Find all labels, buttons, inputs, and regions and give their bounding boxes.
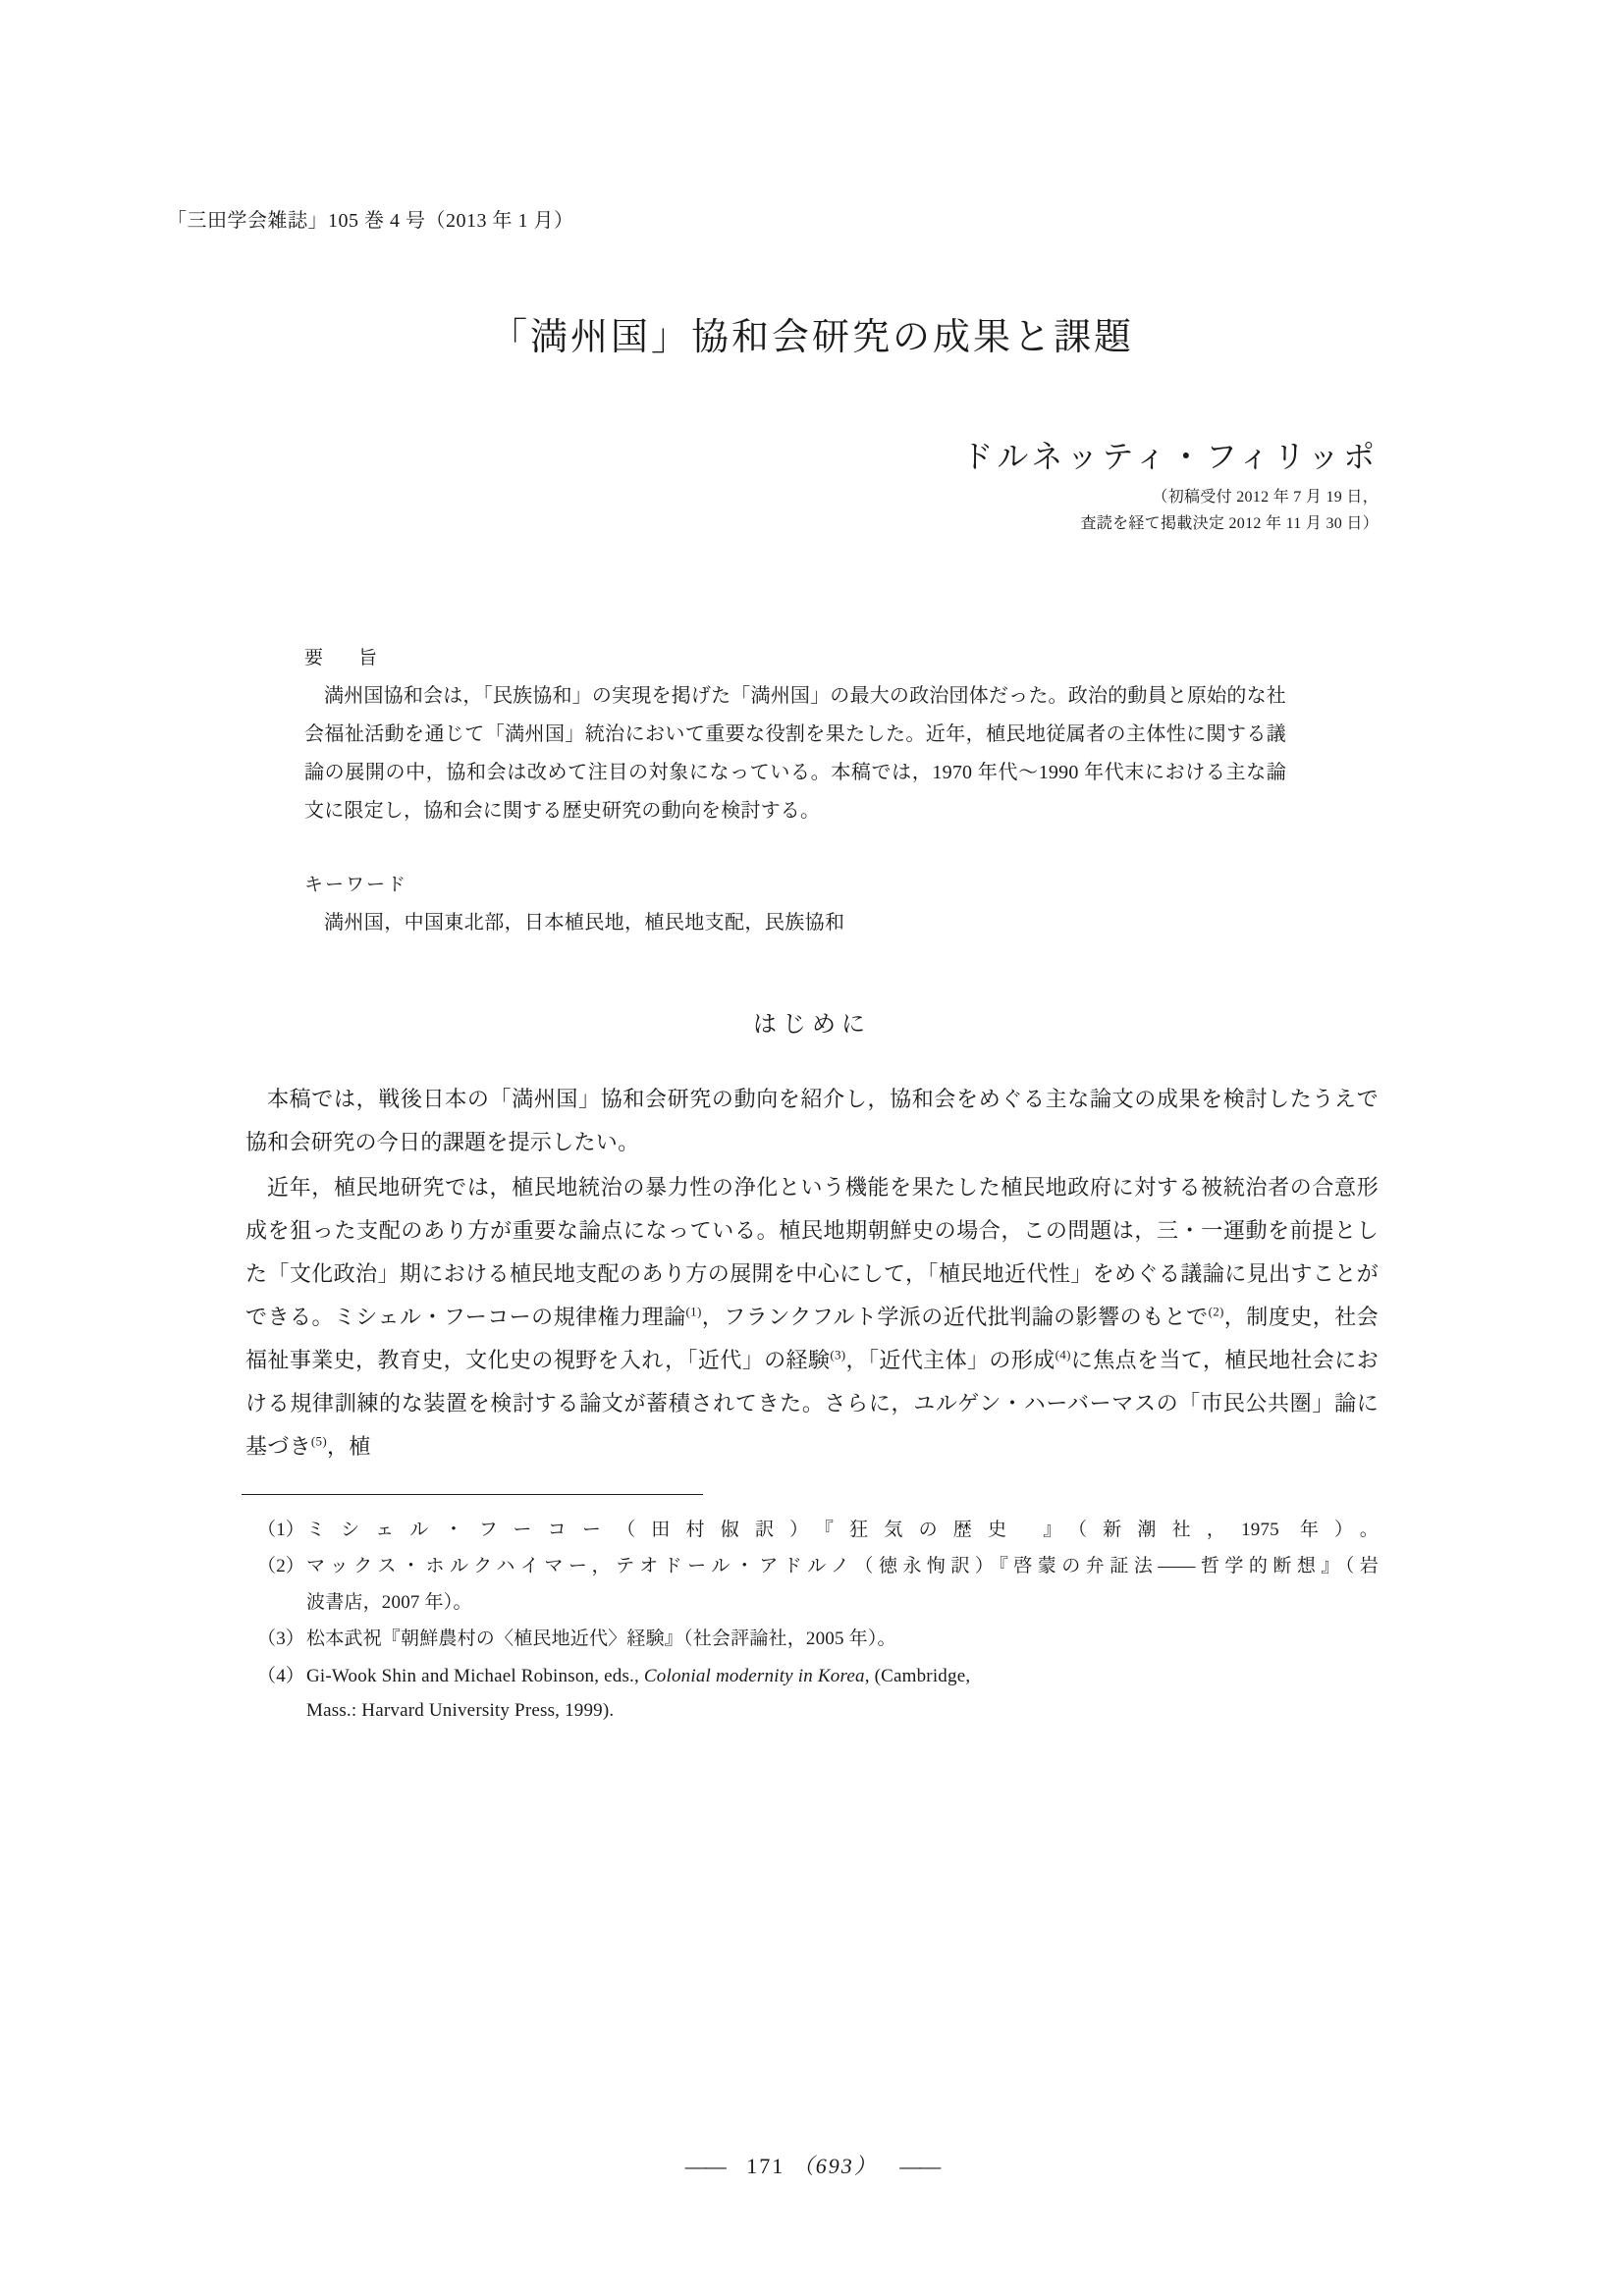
page-number-paren: （693）	[791, 2154, 878, 2178]
abstract-label	[304, 643, 1286, 669]
footnote-ref-1[interactable]: (1)	[685, 1304, 702, 1319]
para2-run-b: ，フランクフルト学派の近代批判論の影響のもとで	[701, 1304, 1209, 1329]
footnote-divider	[242, 1494, 703, 1495]
body-paragraph-2	[245, 1166, 1379, 1468]
footnote-number-blank	[245, 1585, 306, 1620]
footnote-text-4-line1	[306, 1659, 1379, 1693]
page-footer	[0, 2150, 1624, 2180]
abstract-body: 満州国協和会は，「民族協和」の実現を掲げた「満州国」の最大の政治団体だった。政治的動員と原始的な社会福祉活動を通じて「満州国」統治において重要な役割を果たした。近年，植民地従属者の主体性に関する議論の展開の中，協和会は改めて注目の対象になっている。本稿では，1970 年代〜1990 年代末における主な論文に限定し，協和会に関する歴史研究の動向を検討する。	[304, 684, 1286, 822]
footnote-text-2-cont: 波書店，2007 年）。	[306, 1592, 472, 1614]
footnotes-list	[245, 1513, 1379, 1728]
footnote-number-3: （3）	[257, 1629, 305, 1650]
page-title: 「満州国」協和会研究の成果と課題	[489, 317, 1134, 358]
abstract-section	[304, 643, 1286, 830]
footnote-number-2: （2）	[257, 1556, 305, 1577]
received-date-line-1: （初稿受付 2012 年 7 月 19 日，	[1152, 488, 1379, 506]
footnote-ref-5[interactable]: (5)	[310, 1433, 327, 1449]
received-date-line-2: 査読を経て掲載決定 2012 年 11 月 30 日）	[1080, 514, 1379, 532]
footnote-ref-3[interactable]: (3)	[830, 1347, 846, 1362]
fn4-tail: , (Cambridge,	[864, 1665, 971, 1686]
footnote-text-3: 松本武祝『朝鮮農村の〈植民地近代〉経験』（社会評論社，2005 年）。	[306, 1629, 896, 1650]
para2-run-a: 近年，植民地研究では，植民地統治の暴力性の浄化という機能を果たした植民地政府に対する被統治者の合意形成を狙った支配のあり方が重要な論点になっている。植民地期朝鮮史の場合，この問題は，三・一運動を前提とした「文化政治」期における植民地支配のあり方の展開を中心にして，「植民地近代性」をめぐる議論に見出すことができる。ミシェル・フーコーの規律権力理論	[245, 1174, 1379, 1329]
footnote-number-4: （4）	[257, 1665, 305, 1686]
para2-run-e: に焦点を当て，植民地社会における規律訓練的な装置を検討する論文が蓄積されてきた。さらに，ユルゲン・ハーバーマスの「市民公共圏」論に基づき	[245, 1347, 1379, 1459]
fn4-title-italic: Colonial modernity in Korea	[643, 1665, 865, 1686]
journal-issue-line: 「三田学会雑誌」105 巻 4 号（2013 年 1 月）	[167, 210, 574, 232]
footnote-text-4	[306, 1659, 1379, 1728]
para2-run-c: ，制度史，社会福祉事業史，教育史，文化史の視野を入れ，「近代」の経験	[245, 1304, 1379, 1372]
footnote-item-1	[245, 1513, 1379, 1547]
abstract-label-sub: 旨	[358, 647, 380, 668]
para2-run-d: ，「近代主体」の形成	[845, 1347, 1056, 1372]
author-name: ドルネッティ・フィリッポ	[961, 439, 1379, 474]
keywords-section	[304, 870, 1286, 941]
page-number: 171	[746, 2154, 785, 2178]
section-heading-introduction: はじめに	[753, 1011, 871, 1038]
keywords-body: 満州国，中国東北部，日本植民地，植民地支配，民族協和	[324, 911, 845, 934]
footer-dash-left: ——	[684, 2154, 725, 2178]
abstract-label-main: 要	[304, 647, 326, 668]
footnote-text-1: ミシェル・フーコー（田村俶訳）『狂気の歴史 』（新潮社，1975 年）。	[306, 1519, 1379, 1540]
keywords-label: キーワード	[304, 874, 408, 895]
para2-run-f: ，植	[326, 1433, 371, 1459]
footnote-item-2-cont	[245, 1585, 1379, 1620]
footnote-item-3	[245, 1622, 1379, 1656]
footnote-ref-4[interactable]: (4)	[1055, 1347, 1071, 1362]
author-block	[245, 437, 1379, 537]
body-paragraph-1: 本稿では，戦後日本の「満州国」協和会研究の動向を紹介し，協和会をめぐる主な論文の成果を検討したうえで協和会研究の今日的課題を提示したい。	[245, 1086, 1379, 1154]
footnote-text-4-line2: Mass.: Harvard University Press, 1999).	[306, 1699, 615, 1721]
footnote-text-2: マックス・ホルクハイマー，テオドール・アドルノ（徳永恂訳）『啓蒙の弁証法——哲学的断想』（岩	[306, 1556, 1379, 1577]
fn4-lead: Gi-Wook Shin and Michael Robinson, eds.,	[306, 1665, 644, 1686]
footnote-number-1: （1）	[257, 1519, 305, 1540]
footnote-ref-2[interactable]: (2)	[1208, 1304, 1224, 1319]
footnote-item-4	[245, 1659, 1379, 1728]
footer-dash-right: ——	[899, 2154, 940, 2178]
footnote-item-2	[245, 1549, 1379, 1583]
